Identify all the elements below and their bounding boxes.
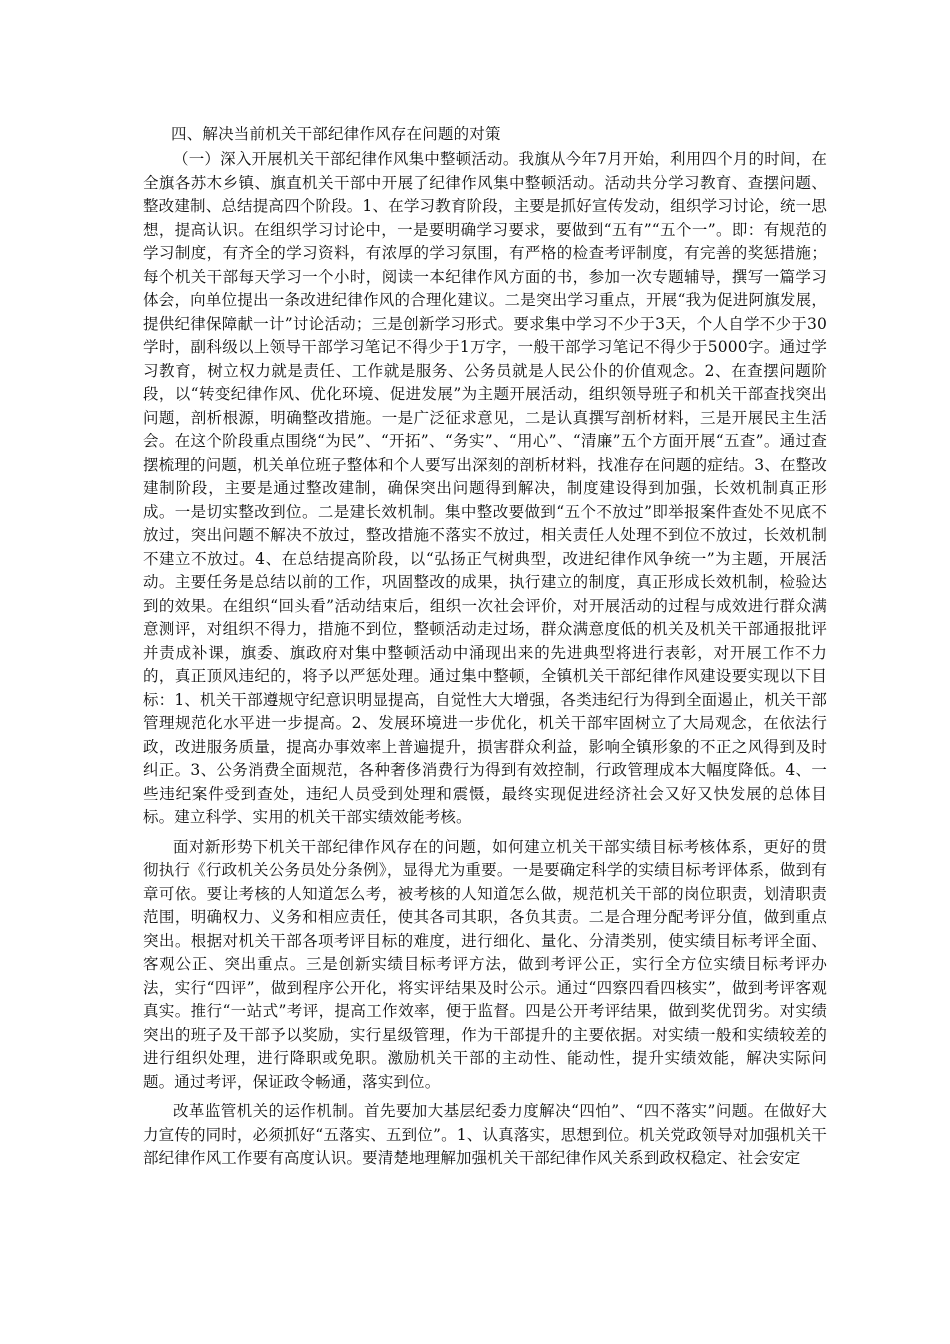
section-heading: 四、解决当前机关干部纪律作风存在问题的对策 [171, 125, 501, 143]
paragraph-2: 面对新形势下机关干部纪律作风存在的问题，如何建立机关干部实绩目标考核体系，更好的贯彻执行《行政机关公务员处分条例》，显得尤为重要。一是要确定科学的实绩目标考评体系，做到有章可依。要让考核的人知道怎么考，被考核的人知道怎么做，规范机关干部的岗位职责，划清职责范围，明确权力、义务和相应责任，使其各司其职，各负其责。二是合理分配考评分值，做到重点突出。根据对机关干部各项考评目标的难度，进行细化、量化、分清类别，使实绩目标考评全面、客观公正、突出重点。三是创新实绩目标考评方法，做到考评公正，实行全方位实绩目标考评办法，实行“四评”，做到程序公开化，将实评结果及时公示。通过“四察四看四核实”，做到考评客观真实。推行“一站式”考评，提高工作效率，便于监督。四是公开考评结果，做到奖优罚劣。对实绩突出的班子及干部予以奖励，实行星级管理，作为干部提升的主要依据。对实绩一般和实绩较差的进行组织处理，进行降职或免职。激励机关干部的主动性、能动性，提升实绩效能，解决实际问题。通过考评，保证政令畅通，落实到位。 [143, 837, 827, 1091]
document-body [143, 121, 827, 1171]
paragraph-1: （一）深入开展机关干部纪律作风集中整顿活动。我旗从今年7月开始，利用四个月的时间，在全旗各苏木乡镇、旗直机关干部中开展了纪律作风集中整顿活动。活动共分学习教育、查摆问题、整改建制、总结提高四个阶段。1、在学习教育阶段，主要是抓好宣传发动，组织学习讨论，统一思想，提高认识。在组织学习讨论中，一是要明确学习要求，要做到“五有”“五个一”。即：有规范的学习制度，有齐全的学习资料，有浓厚的学习氛围，有严格的检查考评制度，有完善的奖惩措施；每个机关干部每天学习一个小时，阅读一本纪律作风方面的书，参加一次专题辅导，撰写一篇学习体会，向单位提出一条改进纪律作风的合理化建议。二是突出学习重点，开展“我为促进阿旗发展，提供纪律保障献一计”讨论活动；三是创新学习形式。要求集中学习不少于3天，个人自学不少于30学时，副科级以上领导干部学习笔记不得少于1万字，一般干部学习笔记不得少于5000字。通过学习教育，树立权力就是责任、工作就是服务、公务员就是人民公仆的价值观念。2、在查摆问题阶段，以“转变纪律作风、优化环境、促进发展”为主题开展活动，组织领导班子和机关干部查找突出问题，剖析根源，明确整改措施。一是广泛征求意见，二是认真撰写剖析材料，三是开展民主生活会。在这个阶段重点围绕“为民”、“开拓”、“务实”、“用心”、“清廉”五个方面开展“五查”。通过查摆梳理的问题，机关单位班子整体和个人要写出深刻的剖析材料，找准存在问题的症结。3、在整改建制阶段，主要是通过整改建制，确保突出问题得到解决，制度建设得到加强，长效机制真正形成。一是切实整改到位。二是建长效机制。集中整改要做到“五个不放过”即举报案件查处不见底不放过，突出问题不解决不放过，整改措施不落实不放过，相关责任人处理不到位不放过，长效机制不建立不放过。4、在总结提高阶段，以“弘扬正气树典型，改进纪律作风争统一”为主题，开展活动。主要任务是总结以前的工作，巩固整改的成果，执行建立的制度，真正形成长效机制，检验达到的效果。在组织“回头看”活动结束后，组织一次社会评价，对开展活动的过程与成效进行群众满意测评，对组织不得力，措施不到位，整顿活动走过场，群众满意度低的机关及机关干部通报批评并责成补课，旗委、旗政府对集中整顿活动中涌现出来的先进典型将进行表彰，对开展工作不力的，真正顶风违纪的，将予以严惩处理。通过集中整顿，全镇机关干部纪律作风建设要实现以下目标：1、机关干部遵规守纪意识明显提高，自觉性大大增强，各类违纪行为得到全面遏止，机关干部管理规范化水平进一步提高。2、发展环境进一步优化，机关干部牢固树立了大局观念，在依法行政，改进服务质量，提高办事效率上普遍提升，损害群众利益，影响全镇形象的不正之风得到及时纠正。3、公务消费全面规范，各种奢侈消费行为得到有效控制，行政管理成本大幅度降低。4、一些违纪案件受到查处，违纪人员受到处理和震慑，最终实现促进经济社会又好又快发展的总体目标。建立科学、实用的机关干部实绩效能考核。 [143, 150, 827, 826]
paragraph-3: 改革监管机关的运作机制。首先要加大基层纪委力度解决“四怕”、“四不落实”问题。在做好大力宣传的同时，必须抓好“五落实、五到位”。1、认真落实，思想到位。机关党政领导对加强机关干部纪律作风工作要有高度认识。要清楚地理解加强机关干部纪律作风关系到政权稳定、社会安定 [143, 1102, 827, 1167]
